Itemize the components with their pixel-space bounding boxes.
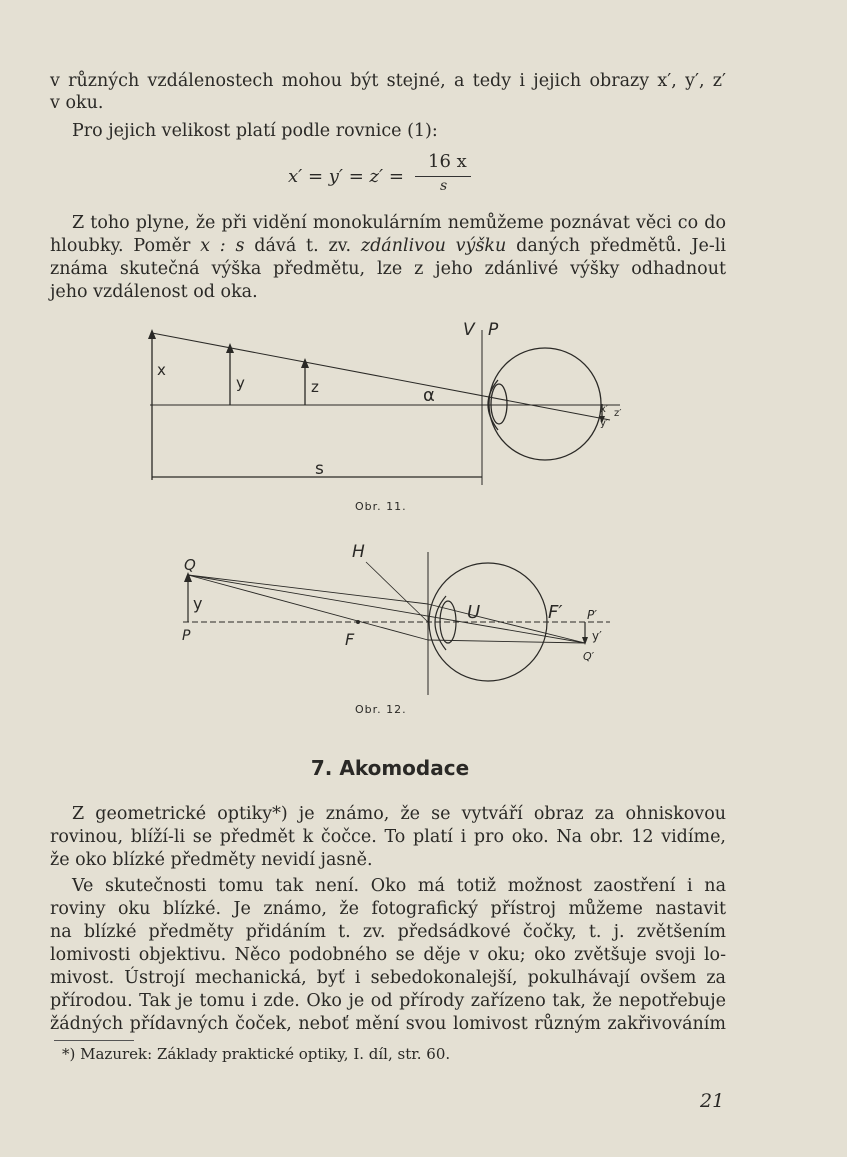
text-line: roviny oku blízké. Je známo, že fotografický přístroj můžeme nastavit: [50, 899, 726, 919]
fig11-label-v: V: [463, 320, 475, 340]
fig12-caption: Obr. 12.: [355, 703, 407, 716]
text-line: Ve skutečnosti tomu tak není. Oko má totiž možnost zaostření i na: [72, 876, 726, 896]
equation-numerator: 16 x: [428, 151, 467, 172]
text-line: na blízké předměty přidáním t. zv. předsádkové čočky, t. j. zvětšením: [50, 922, 726, 942]
fig11-label-p: P: [488, 320, 499, 340]
footnote-rule: [54, 1040, 134, 1041]
fig12-label-q: Q: [184, 556, 196, 574]
equation-denominator: s: [440, 178, 448, 194]
fig11-caption: Obr. 11.: [355, 500, 407, 513]
fig12-label-y: y: [193, 594, 203, 613]
fig11-label-z-img: z′: [614, 408, 622, 419]
fig11-label-z: z: [311, 378, 319, 396]
text-line: hloubky. Poměr x : s dává t. zv. zdánlivou výšku daných předmětů. Je-li: [50, 236, 727, 256]
fig12-label-p: P: [182, 628, 191, 644]
fig12-label-f: F: [345, 630, 355, 649]
fig11-label-y-img: y′: [600, 418, 609, 429]
fig11-label-x: x: [157, 361, 166, 379]
text-line: známa skutečná výška předmětu, lze z jeho zdánlivé výšky odhadnout: [50, 259, 726, 279]
fig11-label-s: s: [315, 459, 324, 479]
fig12-label-h: H: [352, 542, 365, 562]
text-line: v oku.: [50, 93, 104, 113]
fig12-label-p-prime: P′: [587, 608, 597, 622]
fig11-label-y: y: [236, 374, 245, 392]
fig12-label-u: U: [467, 602, 481, 623]
fig12-label-f-prime: F′: [548, 602, 563, 623]
fig12-label-q-prime: Q′: [583, 650, 595, 663]
text-line: Pro jejich velikost platí podle rovnice (1):: [72, 121, 438, 141]
fig11-label-x-img: x′: [600, 404, 609, 415]
footnote: *) Mazurek: Základy praktické optiky, I. díl, str. 60.: [62, 1045, 451, 1063]
text-line: Z geometrické optiky*) je známo, že se vytváří obraz za ohniskovou: [72, 804, 726, 824]
fig12-label-y-prime: y′: [592, 629, 602, 643]
text-line: mivost. Ústrojí mechanická, byť i sebedokonalejší, pokulhávají ovšem za: [50, 968, 726, 988]
text-line: že oko blízké předměty nevidí jasně.: [50, 850, 373, 870]
text-line: žádných přídavných čoček, neboť mění svou lomivost různým zakřivováním: [50, 1014, 726, 1034]
text-line: přírodou. Tak je tomu i zde. Oko je od přírody zařízeno tak, že nepotřebuje: [50, 991, 726, 1011]
text-line: lomivosti objektivu. Něco podobného se děje v oku; oko zvětšuje svoji lo-: [50, 945, 726, 965]
text-line: jeho vzdálenost od oka.: [50, 282, 258, 302]
equation-lhs: x′ = y′ = z′ =: [288, 166, 404, 187]
text-line: Z toho plyne, že při vidění monokulárním nemůžeme poznávat věci co do: [72, 213, 726, 233]
text-line: v různých vzdálenostech mohou být stejné, a tedy i jejich obrazy x′, y′, z′: [50, 71, 726, 91]
section-heading: 7. Akomodace: [310, 756, 470, 780]
text-line: rovinou, blíží-li se předmět k čočce. To platí i pro oko. Na obr. 12 vidíme,: [50, 827, 726, 847]
fig11-label-alpha: α: [423, 385, 435, 406]
page-number: 21: [700, 1090, 725, 1112]
